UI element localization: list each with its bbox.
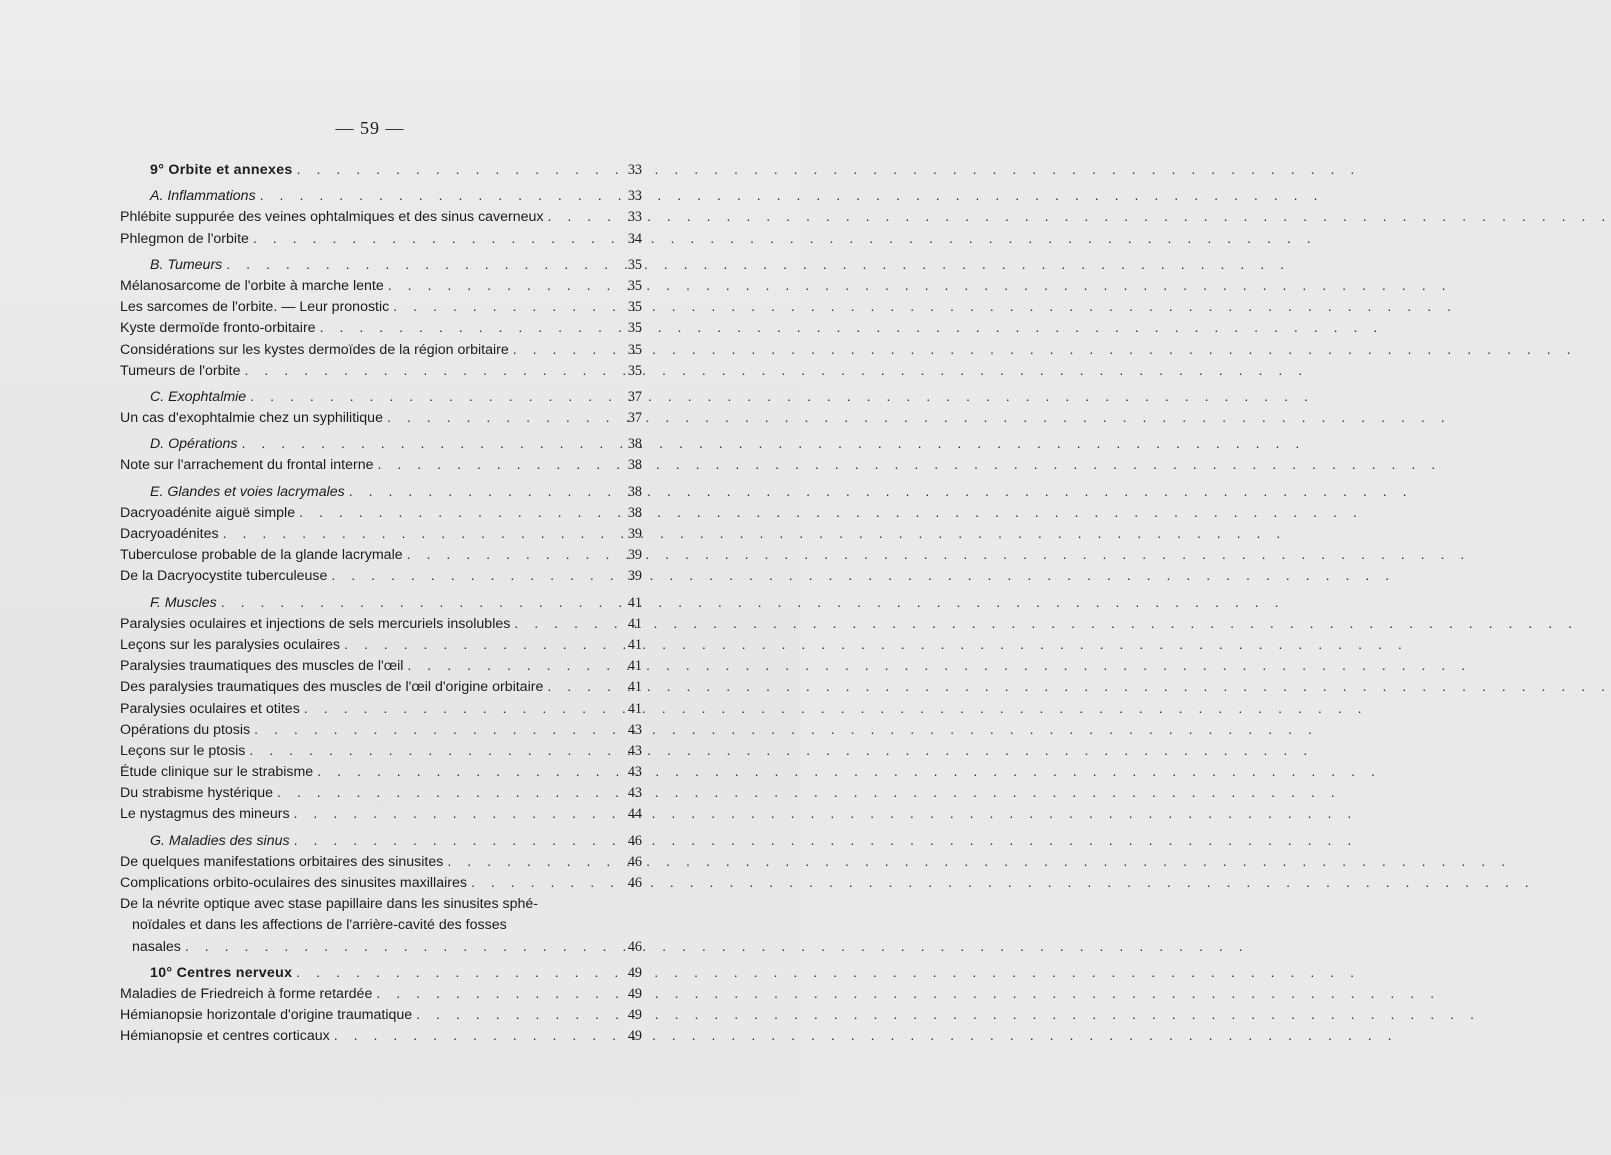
toc-entry-page: 46: [627, 853, 642, 870]
dot-leader: [327, 566, 614, 587]
toc-entry-title: nasales: [132, 938, 181, 955]
toc-entry-title: Dacryoadénites: [120, 526, 219, 542]
toc-entry: [120, 340, 642, 361]
toc-entry-title: Le nystagmus des mineurs: [120, 806, 290, 823]
toc-entry: [120, 255, 642, 276]
dot-leader: [293, 160, 614, 181]
toc-entry: [120, 614, 642, 635]
toc-entry: [120, 741, 642, 762]
toc-entry-title: Kyste dermoïde fronto-orbitaire: [120, 320, 316, 337]
toc-entry: [120, 566, 642, 587]
toc-entry-title: Maladies de Friedreich à forme retardée: [120, 985, 373, 1002]
toc-entry-page: 41: [627, 636, 642, 653]
toc-entry-page: 35: [627, 320, 642, 337]
dot-leader: [345, 482, 614, 503]
dot-leader: [290, 804, 614, 825]
toc-entry: [120, 434, 642, 455]
toc-entry: [120, 455, 642, 476]
toc-entry-page: 46: [627, 832, 642, 849]
toc-entry-page: 44: [627, 806, 642, 823]
toc-entry: [120, 852, 642, 873]
dot-leader: [509, 340, 614, 361]
page-number: — 59 —: [335, 118, 405, 138]
toc-entry: [120, 545, 642, 566]
toc-entry: [120, 361, 642, 382]
toc-entry: [120, 524, 642, 545]
toc-entry-page: 37: [627, 410, 642, 427]
toc-entry: [120, 1005, 642, 1026]
dot-leader: [384, 276, 614, 297]
toc-entry-title: De la névrite optique avec stase papillaire dans les sinusites sphé-: [120, 896, 538, 913]
toc-entry: [120, 593, 642, 614]
toc-entry-title: De quelques manifestations orbitaires des sinusites: [120, 853, 444, 870]
dot-leader: [372, 984, 614, 1005]
toc-entry-page: 39: [627, 526, 642, 542]
dot-leader: [249, 229, 614, 250]
toc-entry: [120, 783, 642, 804]
toc-entry-title: 9° Orbite et annexes: [150, 162, 293, 178]
toc-entry-title: Opérations du ptosis: [120, 721, 251, 738]
toc-entry-title: Dacryoadénite aiguë simple: [120, 504, 296, 521]
toc-entry: [120, 318, 642, 339]
toc-entry: [120, 963, 642, 984]
toc-entry: [120, 482, 642, 503]
toc-entry: [120, 894, 642, 915]
toc-entry-title: Leçons sur le ptosis: [120, 742, 246, 759]
toc-entry-page: 46: [627, 938, 642, 955]
toc-entry-title: Hémianopsie et centres corticaux: [120, 1028, 330, 1045]
toc-entry-page: 49: [627, 1007, 642, 1024]
toc-entry: [120, 160, 642, 181]
toc-entry-page: 49: [627, 964, 642, 981]
toc-entry: [120, 387, 642, 408]
dot-leader: [219, 524, 614, 545]
toc-entry-title: Phlegmon de l'orbite: [120, 230, 249, 247]
toc-entry-title: F. Muscles: [150, 594, 217, 611]
dot-leader: [290, 831, 614, 852]
toc-entry-title: Note sur l'arrachement du frontal interne: [120, 457, 374, 474]
dot-leader: [245, 741, 614, 762]
toc-entry-title: Considérations sur les kystes dermoïdes de la région orbitaire: [120, 341, 509, 358]
toc-entry-title: Les sarcomes de l'orbite. — Leur pronostic: [120, 299, 390, 316]
toc-entry-title: Hémianopsie horizontale d'origine traumatique: [120, 1007, 413, 1024]
toc-entry: [120, 873, 642, 894]
toc-entry-title: C. Exophtalmie: [150, 388, 247, 405]
dot-leader: [389, 297, 614, 318]
toc-entry: [120, 1026, 642, 1047]
toc-entry-page: 41: [627, 679, 642, 696]
toc-entry-title: Tuberculose probable de la glande lacrymale: [120, 547, 403, 564]
toc-entry-page: 35: [627, 277, 642, 294]
toc-entry: [120, 804, 642, 825]
toc-entry-title: G. Maladies des sinus: [150, 832, 290, 849]
toc-entry-page: 33: [627, 162, 642, 178]
toc-entry-page: 49: [627, 985, 642, 1002]
toc-entry-page: 38: [627, 436, 642, 453]
document-page: [0, 0, 800, 1155]
toc-entry: [120, 915, 642, 936]
toc-entry: [120, 656, 642, 677]
dot-leader: [443, 852, 614, 873]
dot-leader: [373, 455, 614, 476]
toc-entry-title: Du strabisme hystérique: [120, 785, 273, 802]
dot-leader: [238, 434, 614, 455]
toc-entry-page: 41: [627, 615, 642, 632]
toc-entry-page: 33: [627, 209, 642, 226]
toc-entry-title: De la Dacryocystite tuberculeuse: [120, 568, 328, 585]
toc-entry-page: 35: [627, 256, 642, 273]
toc-entry-title: B. Tumeurs: [150, 256, 223, 273]
toc-entry-page: 38: [627, 504, 642, 521]
toc-entry-title: Complications orbito-oculaires des sinusites maxillaires: [120, 875, 467, 891]
toc-entry-title: E. Glandes et voies lacrymales: [150, 483, 345, 500]
dot-leader: [256, 186, 614, 207]
toc-entry-page: 46: [627, 875, 642, 891]
toc-entry-page: 38: [627, 483, 642, 500]
dot-leader: [181, 937, 614, 958]
dot-leader: [217, 593, 614, 614]
table-of-contents: [120, 160, 642, 1048]
toc-entry-page: 43: [627, 764, 642, 781]
dot-leader: [544, 207, 614, 228]
toc-entry: [120, 408, 642, 429]
dot-leader: [222, 255, 614, 276]
dot-leader: [510, 614, 614, 635]
toc-entry-page: 41: [627, 594, 642, 611]
dot-leader: [340, 635, 614, 656]
toc-entry-title: 10° Centres nerveux: [150, 964, 293, 981]
toc-entry-page: 41: [627, 700, 642, 717]
toc-entry-page: 49: [627, 1028, 642, 1045]
toc-entry-title: Paralysies oculaires et injections de sels mercuriels insolubles: [120, 615, 511, 632]
toc-entry: [120, 276, 642, 297]
toc-entry-page: 39: [627, 547, 642, 564]
toc-entry: [120, 503, 642, 524]
dot-leader: [383, 408, 614, 429]
toc-entry-title: noïdales et dans les affections de l'arrière-cavité des fosses: [132, 917, 507, 934]
toc-entry-title: A. Inflammations: [150, 188, 256, 205]
toc-entry: [120, 699, 642, 720]
toc-entry: [120, 635, 642, 656]
toc-entry-page: 41: [627, 658, 642, 675]
toc-entry-title: Phlébite suppurée des veines ophtalmiques et des sinus caverneux: [120, 209, 544, 226]
toc-entry-title: Des paralysies traumatiques des muscles de l'œil d'origine orbitaire: [120, 679, 544, 696]
toc-entry-page: 35: [627, 362, 642, 379]
toc-entry: [120, 229, 642, 250]
toc-entry-page: 38: [627, 457, 642, 474]
toc-entry-title: Leçons sur les paralysies oculaires: [120, 636, 341, 653]
toc-entry-page: 35: [627, 341, 642, 358]
dot-leader: [543, 677, 614, 698]
dot-leader: [403, 545, 614, 566]
dot-leader: [295, 503, 614, 524]
toc-entry: [120, 762, 642, 783]
dot-leader: [403, 656, 614, 677]
toc-entry-page: 39: [627, 568, 642, 585]
toc-entry: [120, 186, 642, 207]
toc-entry-title: Paralysies traumatiques des muscles de l'œil: [120, 658, 404, 675]
dot-leader: [316, 318, 614, 339]
toc-entry-page: 33: [627, 188, 642, 205]
dot-leader: [467, 873, 614, 894]
toc-entry: [120, 831, 642, 852]
toc-entry: [120, 297, 642, 318]
toc-entry: [120, 207, 642, 228]
dot-leader: [292, 963, 614, 984]
dot-leader: [313, 762, 614, 783]
toc-entry-title: Tumeurs de l'orbite: [120, 362, 241, 379]
toc-entry-title: Étude clinique sur le strabisme: [120, 764, 314, 781]
toc-entry-page: 37: [627, 388, 642, 405]
toc-entry-page: 34: [627, 230, 642, 247]
dot-leader: [246, 387, 614, 408]
toc-entry-page: 35: [627, 299, 642, 316]
toc-entry: [120, 984, 642, 1005]
dot-leader: [240, 361, 614, 382]
toc-entry-title: Paralysies oculaires et otites: [120, 700, 300, 717]
toc-entry-page: 43: [627, 785, 642, 802]
toc-entry: [120, 937, 642, 958]
dot-leader: [250, 720, 614, 741]
toc-entry: [120, 677, 642, 698]
dot-leader: [273, 783, 614, 804]
toc-entry: [120, 720, 642, 741]
toc-entry-page: 43: [627, 742, 642, 759]
toc-entry-title: Mélanosarcome de l'orbite à marche lente: [120, 277, 384, 294]
toc-entry-title: D. Opérations: [150, 436, 238, 453]
dot-leader: [412, 1005, 614, 1026]
dot-leader: [300, 699, 614, 720]
toc-entry-title: Un cas d'exophtalmie chez un syphilitique: [120, 410, 383, 427]
dot-leader: [330, 1026, 614, 1047]
toc-entry-page: 43: [627, 721, 642, 738]
